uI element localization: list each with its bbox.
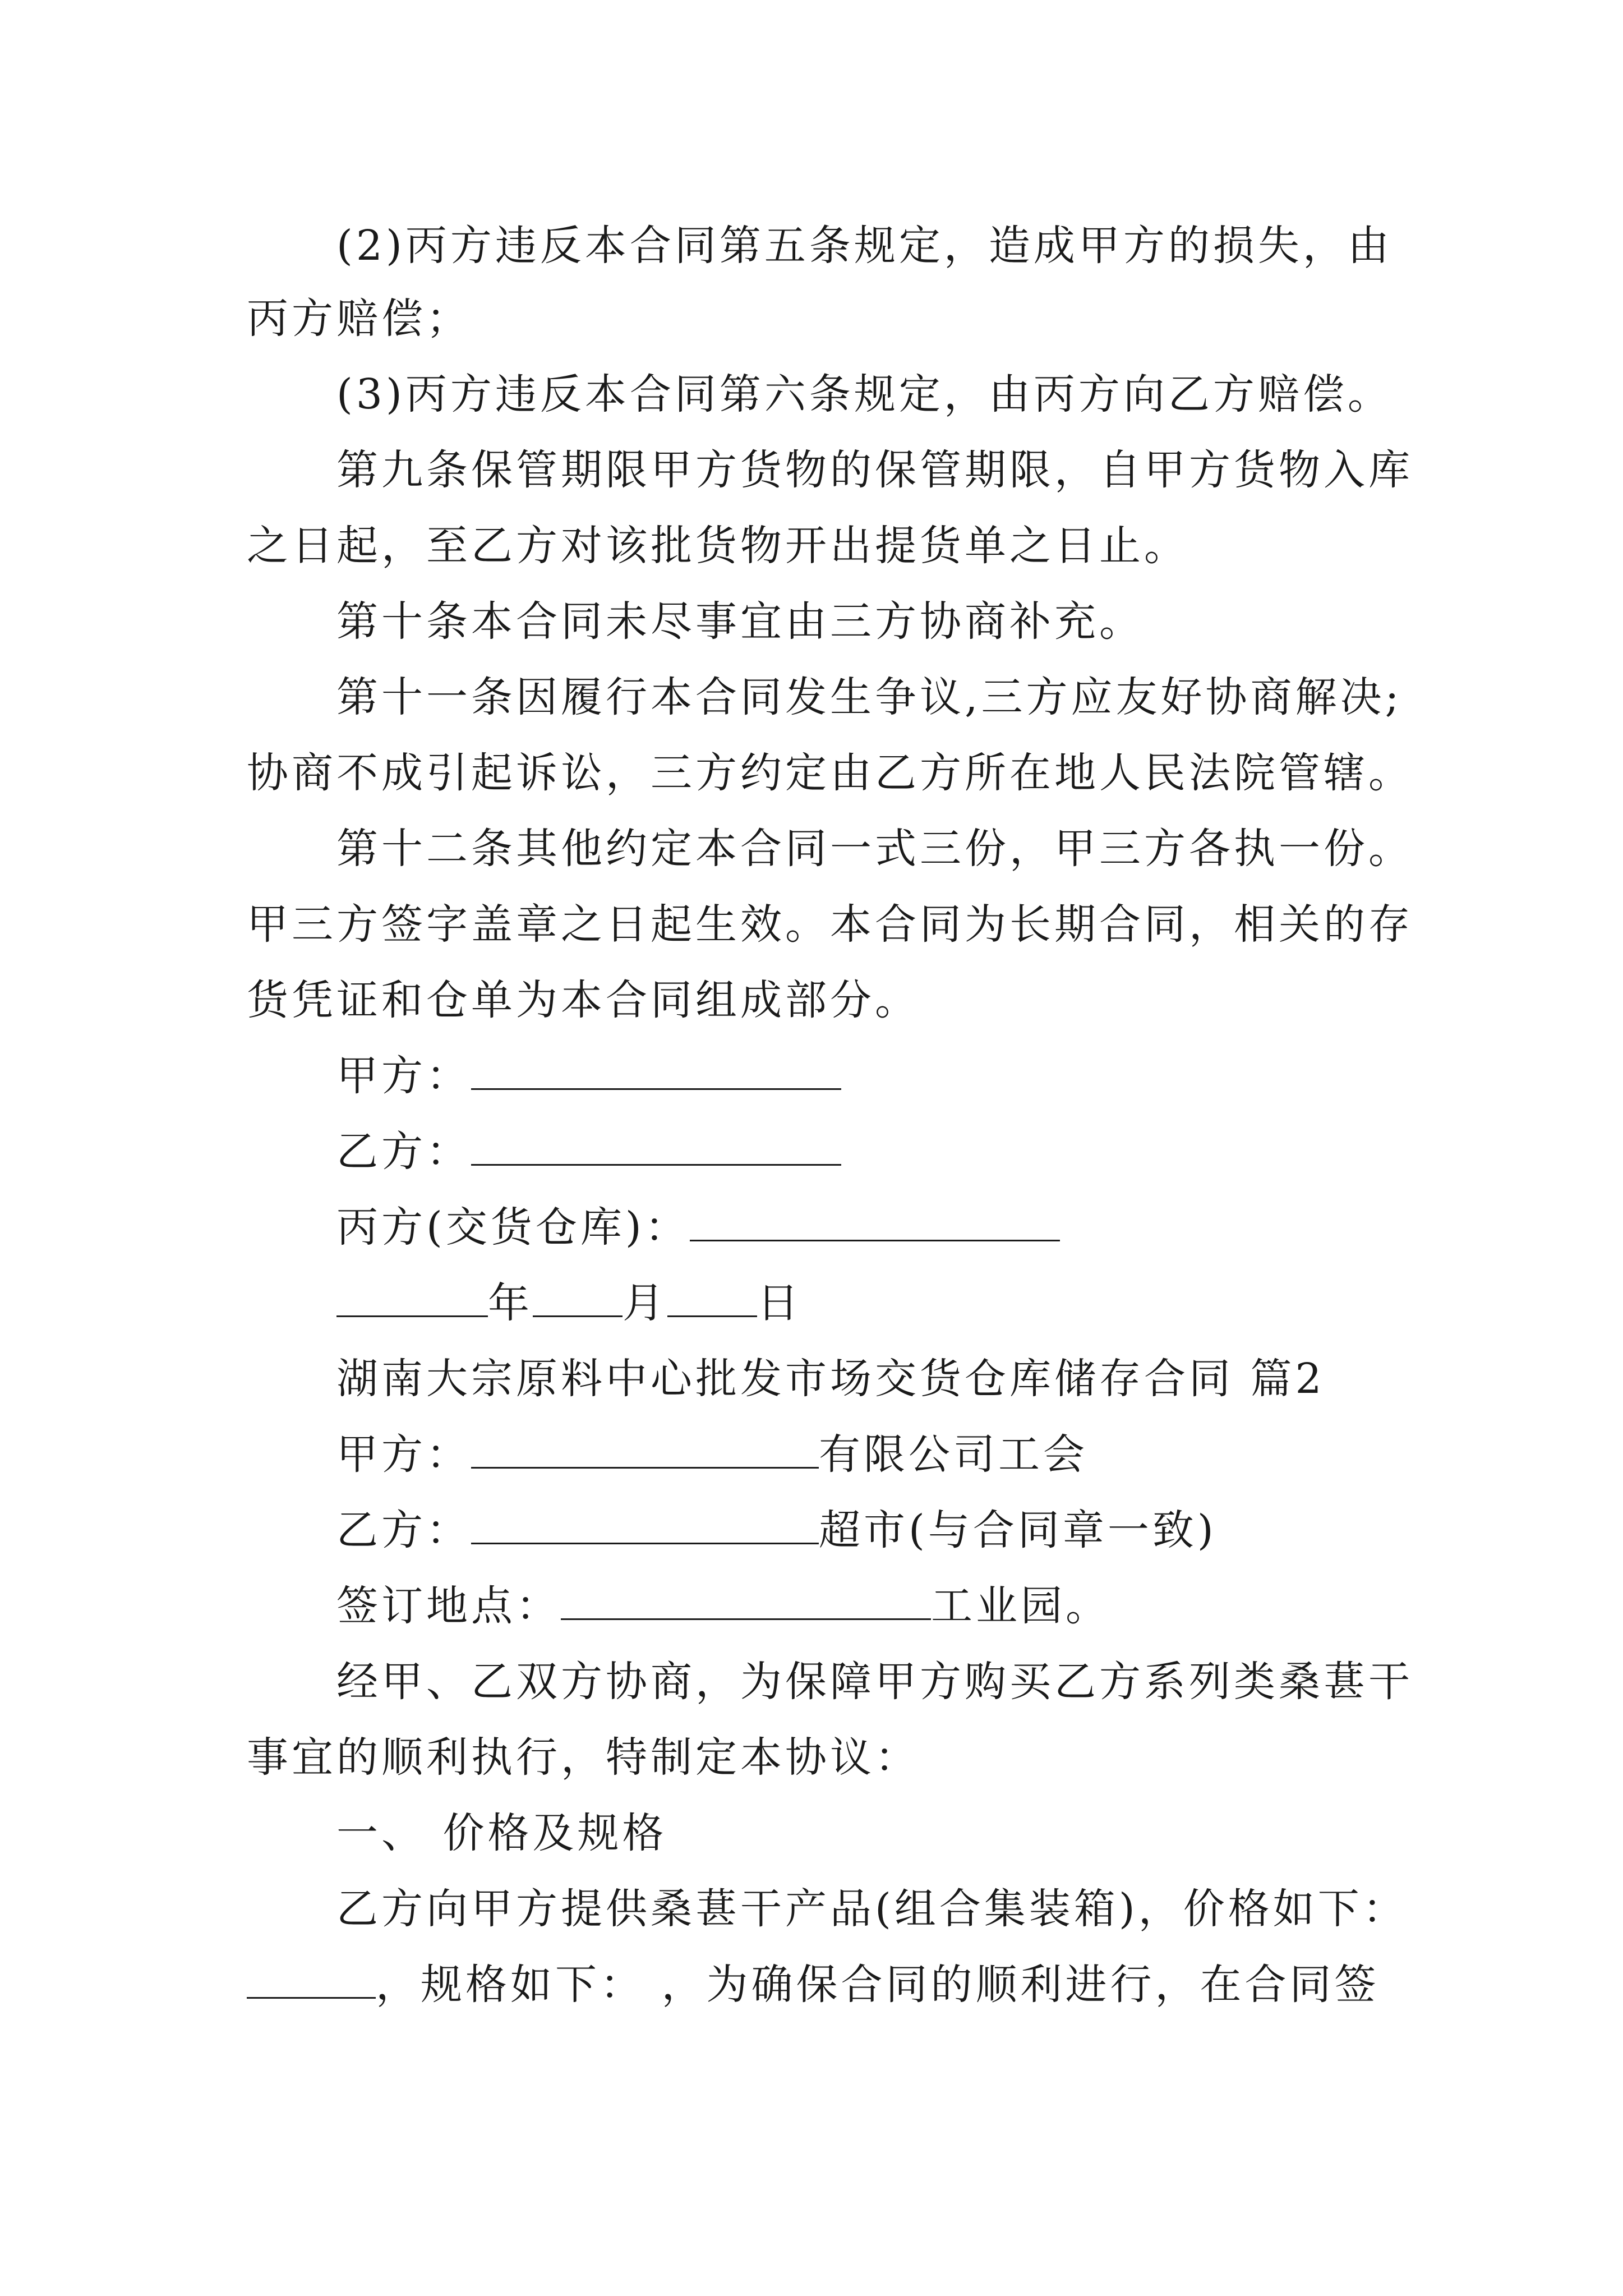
party-c-label: 丙方(交货仓库)： (336, 1203, 690, 1251)
paragraph-line: (2)丙方违反本合同第五条规定，造成甲方的损失，由 (336, 222, 1393, 270)
contract2-party-a-label: 甲方： (336, 1430, 471, 1479)
paragraph-line: 乙方向甲方提供桑葚干产品(组合集装箱)，价格如下： (336, 1885, 1408, 1933)
paragraph-text: ，规格如下： ，为确保合同的顺利进行，在合同签 (376, 1961, 1380, 2009)
contract2-party-a-blank[interactable] (471, 1429, 819, 1469)
contract2-place-label: 签订地点： (336, 1582, 561, 1630)
paragraph-line: 第十条本合同未尽事宜由三方协商补充。 (336, 597, 1144, 646)
paragraph-line: (3)丙方违反本合同第六条规定，由丙方向乙方赔偿。 (336, 370, 1393, 418)
signature-date (336, 1276, 802, 1330)
contract2-place (336, 1579, 1110, 1633)
paragraph-line: 第十一条因履行本合同发生争议,三方应友好协商解决; (336, 673, 1403, 721)
paragraph-line: 货凭证和仓单为本合同组成部分。 (247, 976, 920, 1024)
contract2-party-b (336, 1503, 1217, 1557)
price-blank[interactable] (247, 1959, 376, 1999)
contract2-place-suffix: 工业园。 (931, 1582, 1110, 1630)
section-title: 湖南大宗原料中心批发市场交货仓库储存合同 篇2 (336, 1355, 1325, 1403)
signature-party-c (336, 1200, 1060, 1254)
contract2-party-b-label: 乙方： (336, 1506, 471, 1554)
contract2-party-a (336, 1428, 1088, 1481)
year-blank[interactable] (336, 1277, 488, 1317)
paragraph-line: 第九条保管期限甲方货物的保管期限，自甲方货物入库 (336, 446, 1413, 494)
day-blank[interactable] (667, 1277, 757, 1317)
party-b-label: 乙方： (336, 1128, 471, 1176)
month-label: 月 (623, 1279, 667, 1327)
paragraph-line: 之日起，至乙方对该批货物开出提货单之日止。 (247, 522, 1189, 570)
paragraph-line: 甲三方签字盖章之日起生效。本合同为长期合同，相关的存 (247, 900, 1413, 949)
signature-party-a (336, 1049, 841, 1103)
paragraph-line: 丙方赔偿； (247, 295, 471, 343)
paragraph-line: 经甲、乙双方协商，为保障甲方购买乙方系列类桑葚干 (336, 1658, 1413, 1706)
party-b-blank[interactable] (471, 1126, 841, 1166)
year-label: 年 (488, 1279, 533, 1327)
contract2-place-blank[interactable] (561, 1580, 931, 1620)
paragraph-line: 协商不成引起诉讼，三方约定由乙方所在地人民法院管辖。 (247, 749, 1413, 797)
section-heading: 一、 价格及规格 (336, 1809, 667, 1857)
party-a-blank[interactable] (471, 1050, 841, 1090)
signature-party-b (336, 1125, 841, 1179)
day-label: 日 (757, 1279, 802, 1327)
month-blank[interactable] (533, 1277, 623, 1317)
contract2-party-b-suffix: 超市(与合同章一致) (819, 1506, 1217, 1554)
party-c-blank[interactable] (690, 1202, 1060, 1241)
party-a-label: 甲方： (336, 1052, 471, 1100)
paragraph-line-with-blank (247, 1958, 1380, 2012)
paragraph-line: 第十二条其他约定本合同一式三份，甲三方各执一份。 (336, 825, 1413, 873)
contract2-party-b-blank[interactable] (471, 1504, 819, 1544)
contract2-party-a-suffix: 有限公司工会 (819, 1430, 1088, 1479)
paragraph-line: 事宜的顺利执行，特制定本协议： (247, 1733, 920, 1782)
